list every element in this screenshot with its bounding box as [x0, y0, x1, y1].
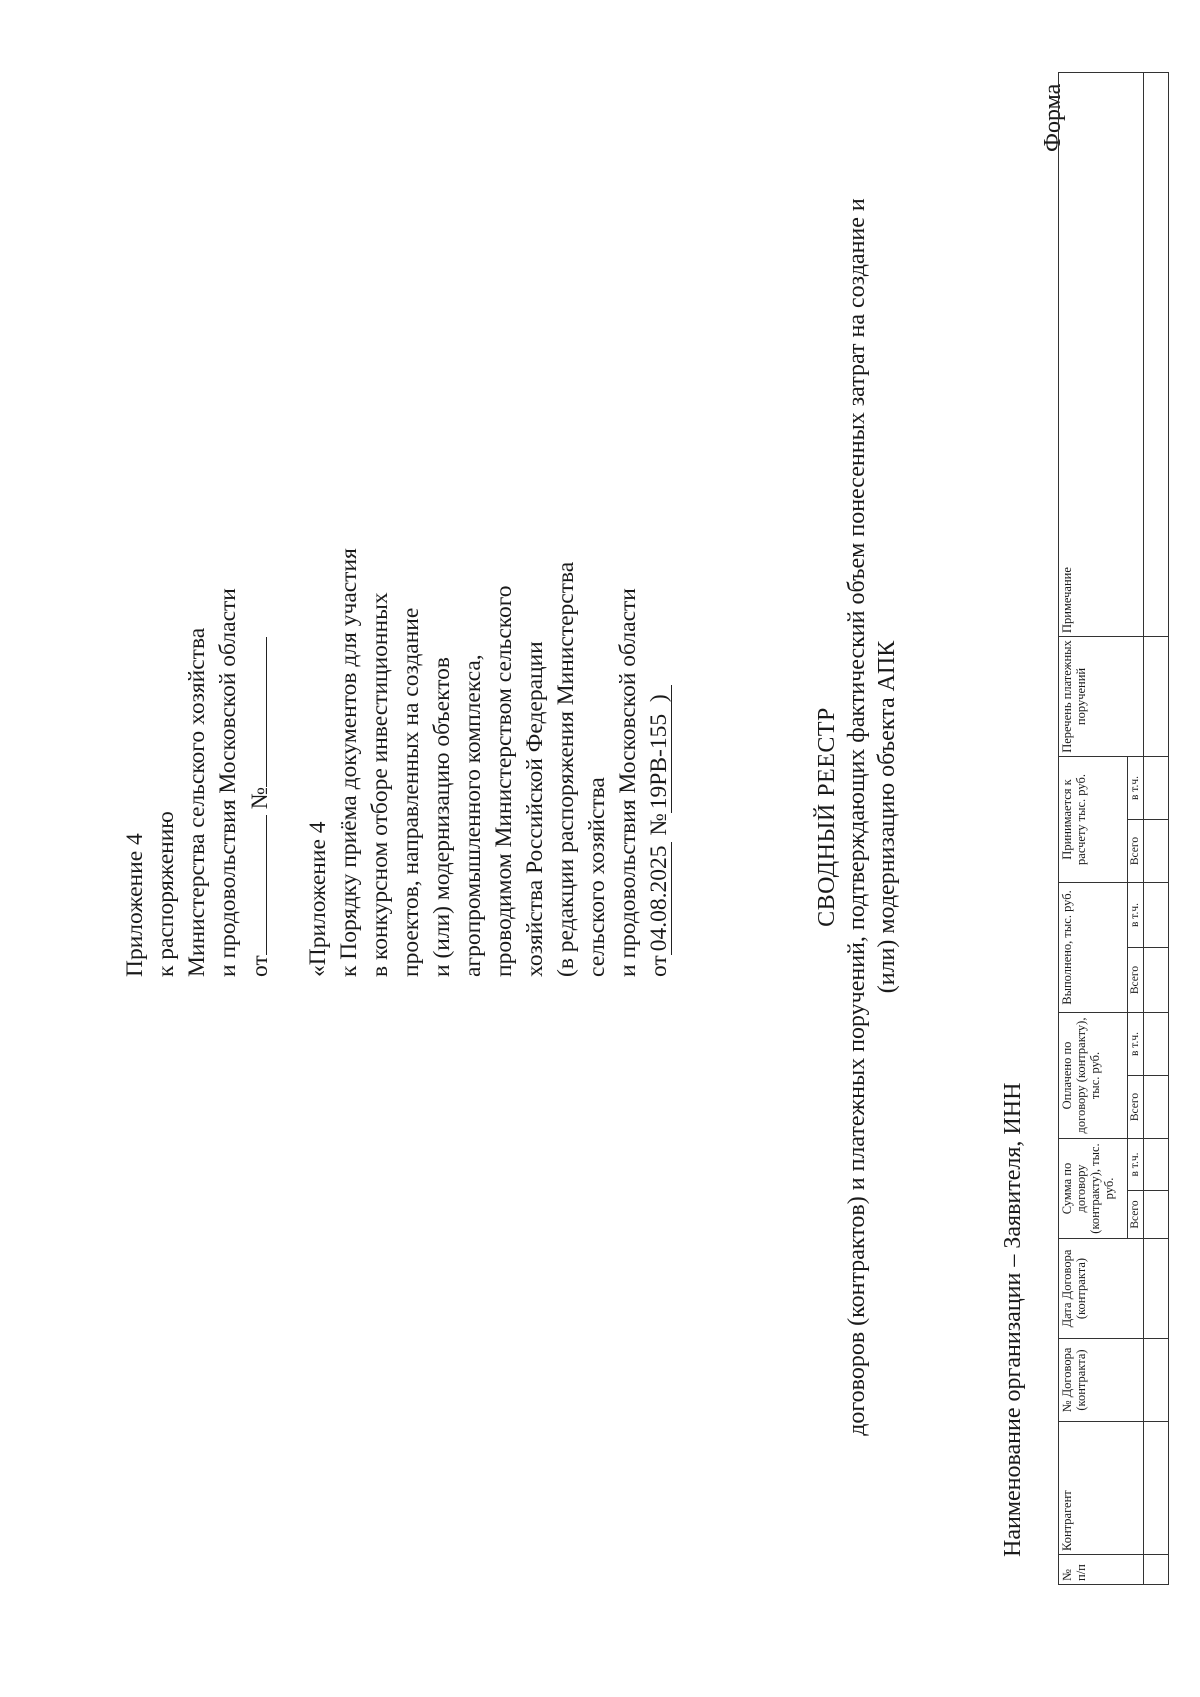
appendix-line: и продовольствия Московской области: [615, 588, 641, 977]
table-cell: [1144, 1555, 1169, 1585]
table-cell: [1144, 1139, 1169, 1191]
appendix-line: Министерства сельского хозяйства: [184, 627, 210, 977]
table-cell: [1144, 1191, 1169, 1239]
appendix-block: [120, 217, 675, 977]
appendix-line: «Приложение 4: [305, 821, 331, 977]
table-cell: [1144, 1239, 1169, 1339]
header-contract-number: № Договора (контракта): [1059, 1339, 1144, 1422]
table-cell: [1144, 636, 1169, 756]
appendix-line: и продовольствия Московской области: [215, 588, 241, 977]
appendix-line: хозяйства Российской Федерации: [522, 641, 548, 977]
appendix-line: и (или) модернизацию объектов: [429, 656, 455, 977]
order-date-blank[interactable]: [244, 815, 267, 955]
from-label: от: [247, 955, 273, 977]
table-cell: [1144, 948, 1169, 1013]
appendix-line: (в редакции распоряжения Министерства: [553, 561, 579, 977]
subheader-total: Всего: [1128, 948, 1144, 1013]
document-subtitle: договоров (контрактов) и платежных поручений, подтверждающих фактический объем понесенных затрат на создание и: [844, 198, 870, 1436]
header-payment-orders: Перечень платежных поручений: [1059, 636, 1144, 756]
subheader-total: Всего: [1128, 1191, 1144, 1239]
subheader-including: в т.ч.: [1128, 883, 1144, 948]
subheader-total: Всего: [1128, 820, 1144, 883]
subheader-total: Всего: [1128, 1076, 1144, 1139]
appendix-line: к распоряжению: [153, 811, 179, 977]
amended-order-date: 04.08.2025: [647, 842, 672, 956]
title-block: [812, 167, 902, 1467]
header-num: № п/п: [1059, 1555, 1144, 1585]
table-cell: [1144, 883, 1169, 948]
header-completed: Выполнено, тыс. руб.: [1059, 883, 1128, 1013]
table-cell: [1144, 72, 1169, 636]
closing-paren: ): [646, 694, 672, 703]
amended-order-number: [647, 685, 672, 813]
header-accepted: Принимается к расчету тыс. руб.: [1059, 756, 1128, 882]
from-label: от: [646, 955, 672, 977]
table-cell: [1144, 1422, 1169, 1555]
number-sign: №: [646, 813, 672, 836]
table-row: [1144, 72, 1169, 1584]
organization-line: Наименование организации – Заявителя, ИНН: [1000, 1082, 1026, 1557]
table-cell: [1144, 820, 1169, 883]
header-contract-date: Дата Договора (контракта): [1059, 1239, 1144, 1339]
appendix-line: проводимом Министерством сельского: [491, 585, 517, 977]
appendix-line: к Порядку приёма документов для участия: [336, 548, 362, 977]
order-number-value: 19РВ-155: [646, 713, 672, 810]
number-sign: №: [247, 786, 273, 810]
header-counterparty: Контрагент: [1059, 1422, 1144, 1555]
subheader-including: в т.ч.: [1128, 1139, 1144, 1191]
table-cell: [1144, 1339, 1169, 1422]
order-number-blank[interactable]: [244, 637, 267, 787]
form-label: Форма: [1040, 83, 1066, 152]
appendix-line: в конкурсном отборе инвестиционных: [367, 592, 393, 977]
appendix-line: сельского хозяйства: [584, 777, 610, 977]
table-cell: [1144, 756, 1169, 819]
document-title: СВОДНЫЙ РЕЕСТР: [814, 707, 840, 927]
order-date-line: [244, 217, 276, 977]
header-paid: Оплачено по договору (контракту), тыс. руб.: [1059, 1013, 1128, 1139]
header-note: Примечание: [1059, 72, 1144, 636]
subheader-including: в т.ч.: [1128, 1013, 1144, 1076]
registry-table: [1058, 72, 1169, 1585]
document-subtitle-cont: (или) модернизацию объекта АПК: [874, 640, 900, 994]
subheader-including: в т.ч.: [1128, 756, 1144, 819]
appendix-line: Приложение 4: [122, 833, 148, 977]
table-cell: [1144, 1076, 1169, 1139]
appendix-line: агропромышленного комплекса,: [460, 654, 486, 977]
header-contract-sum: Сумма по договору (контракту), тыс. руб.: [1059, 1139, 1128, 1239]
table-cell: [1144, 1013, 1169, 1076]
amended-order-line: [644, 217, 675, 977]
appendix-line: проектов, направленных на создание: [398, 607, 424, 977]
